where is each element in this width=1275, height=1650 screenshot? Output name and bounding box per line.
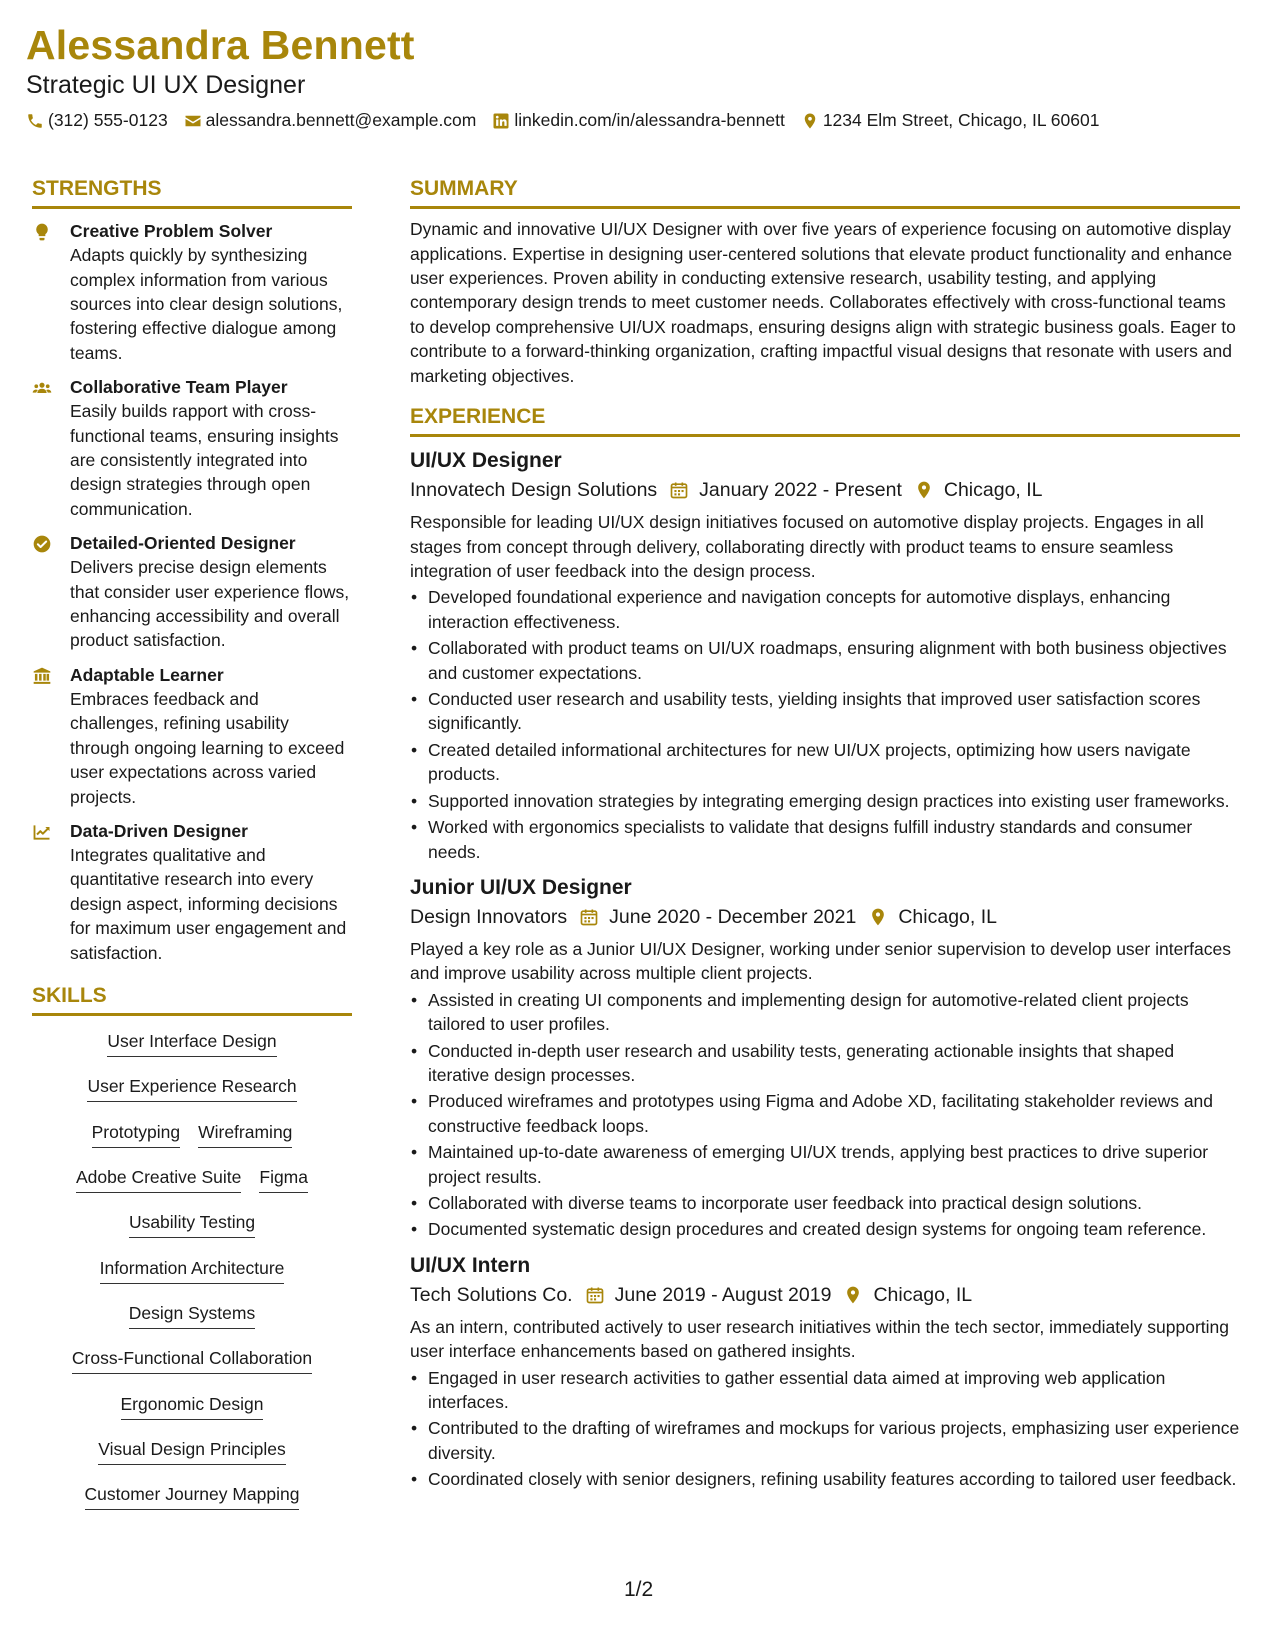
- job-title: Junior UI/UX Designer: [410, 875, 632, 899]
- job-dates: June 2019 - August 2019: [614, 1283, 832, 1306]
- bullet-item: • Engaged in user research activities to gather essential data aimed at improving web application interfaces.: [410, 1366, 1240, 1415]
- skill-tag: Figma: [259, 1166, 308, 1193]
- strengths-section: [32, 176, 352, 965]
- candidate-name: Alessandra Bennett: [26, 22, 415, 68]
- job-entry: [410, 447, 1240, 864]
- job-entry: [410, 874, 1240, 1242]
- strength-title: Collaborative Team Player: [70, 377, 288, 398]
- job-meta: [410, 904, 1240, 930]
- job-bullets: [410, 1366, 1240, 1492]
- strength-item: [32, 663, 352, 809]
- skill-tag: User Interface Design: [107, 1030, 276, 1057]
- bullet-item: • Maintained up-to-date awareness of emerging UI/UX trends, applying best practices to drive superior project results.: [410, 1140, 1240, 1189]
- experience-heading: EXPERIENCE: [410, 404, 1240, 437]
- map-pin-icon: [914, 480, 934, 500]
- bullet-item: • Coordinated closely with senior designers, refining usability features according to tailored user feedback.: [410, 1467, 1240, 1491]
- job-meta: [410, 477, 1240, 503]
- contact-bar: [26, 110, 1256, 131]
- bullet-item: • Conducted in-depth user research and usability tests, generating actionable insights that shaped iterative design processes.: [410, 1039, 1240, 1088]
- bullet-item: • Produced wireframes and prototypes using Figma and Adobe XD, facilitating stakeholder reviews and constructive feedback loops.: [410, 1089, 1240, 1138]
- job-location: Chicago, IL: [898, 905, 997, 928]
- skill-tag: Customer Journey Mapping: [85, 1483, 300, 1510]
- skills-heading: SKILLS: [32, 983, 352, 1016]
- strength-title: Detailed-Oriented Designer: [70, 533, 296, 554]
- job-bullets: [410, 988, 1240, 1242]
- bullet-item: • Worked with ergonomics specialists to validate that designs fulfill industry standards and consumer needs.: [410, 815, 1240, 864]
- bullet-item: • Developed foundational experience and navigation concepts for automotive displays, enhancing interaction effectiveness.: [410, 585, 1240, 634]
- job-location: Chicago, IL: [943, 479, 1043, 502]
- map-pin-icon: [843, 1285, 863, 1305]
- strength-item: [32, 375, 352, 521]
- left-column: [32, 176, 352, 1528]
- skill-tag: Usability Testing: [129, 1211, 255, 1238]
- job-company: Innovatech Design Solutions: [410, 479, 658, 502]
- bullet-item: • Collaborated with diverse teams to incorporate user feedback into practical design solutions.: [410, 1191, 1240, 1215]
- email-text: alessandra.bennett@example.com: [205, 110, 477, 131]
- phone-text: (312) 555-0123: [48, 110, 168, 131]
- skill-tag: Prototyping: [92, 1121, 181, 1148]
- strength-text: Easily builds rapport with cross-functional teams, ensuring insights are consistently integrated into design strategies through open communication.: [70, 401, 339, 519]
- skill-tag: Wireframing: [198, 1121, 292, 1148]
- institution-icon: [32, 666, 52, 686]
- chart-line-icon: [32, 822, 52, 842]
- skill-tag: Information Architecture: [100, 1257, 285, 1284]
- resume-header: [26, 22, 1256, 131]
- map-pin-icon: [868, 907, 888, 927]
- strength-text: Adapts quickly by synthesizing complex information from various sources into clear design solutions, fostering effective dialogue among teams.: [70, 245, 343, 363]
- strength-item: [32, 819, 352, 965]
- skill-tag: Adobe Creative Suite: [76, 1166, 241, 1193]
- calendar-icon: [579, 907, 599, 927]
- linkedin-icon: [492, 112, 510, 130]
- job-dates: June 2020 - December 2021: [609, 905, 857, 928]
- contact-phone: [26, 110, 168, 131]
- address-text: 1234 Elm Street, Chicago, IL 60601: [822, 110, 1100, 131]
- strength-title: Data-Driven Designer: [70, 820, 248, 841]
- strength-text: Integrates qualitative and quantitative research into every design aspect, informing decisions for maximum user engagement and satisfaction.: [70, 844, 347, 963]
- job-company: Tech Solutions Co.: [410, 1283, 573, 1306]
- page-number: 1/2: [624, 1578, 654, 1601]
- linkedin-text: linkedin.com/in/alessandra-bennett: [514, 110, 785, 131]
- users-icon: [32, 378, 52, 398]
- strengths-heading: STRENGTHS: [32, 176, 352, 209]
- envelope-icon: [184, 112, 202, 130]
- contact-email[interactable]: [184, 110, 477, 131]
- job-company: Design Innovators: [410, 905, 568, 928]
- job-description: Responsible for leading UI/UX design initiatives focused on automotive display projects. Engages in all stages from concept through delivery, collaborating directly with product teams to ensure seamless integration of user feedback into the design process.: [410, 512, 1204, 582]
- strength-item: [32, 531, 352, 653]
- check-circle-icon: [32, 534, 52, 554]
- job-description: As an intern, contributed actively to user research initiatives within the tech sector, immediately supporting user interface enhancements based on gathered insights.: [410, 1316, 1230, 1362]
- strength-title: Creative Problem Solver: [70, 221, 273, 242]
- bullet-item: • Conducted user research and usability tests, yielding insights that improved user satisfaction scores significantly.: [410, 687, 1240, 736]
- job-title: UI/UX Intern: [410, 1253, 531, 1277]
- phone-icon: [26, 112, 44, 130]
- right-column: [410, 176, 1240, 1494]
- map-pin-icon: [801, 112, 819, 130]
- job-meta: [410, 1282, 1240, 1308]
- job-description: Played a key role as a Junior UI/UX Designer, working under senior supervision to develop user interfaces and improve usability across multiple client projects.: [410, 938, 1231, 984]
- calendar-icon: [669, 480, 689, 500]
- experience-section: [410, 404, 1240, 1492]
- bullet-item: • Collaborated with product teams on UI/UX roadmaps, ensuring alignment with both business objectives and customer expectations.: [410, 636, 1240, 685]
- candidate-subtitle: Strategic UI UX Designer: [26, 71, 306, 100]
- skill-tag: Ergonomic Design: [121, 1393, 264, 1420]
- bullet-item: • Created detailed informational architectures for new UI/UX projects, optimizing how users navigate products.: [410, 738, 1240, 787]
- skill-tag: Visual Design Principles: [98, 1438, 285, 1465]
- skill-tag: Cross-Functional Collaboration: [72, 1347, 312, 1374]
- summary-heading: SUMMARY: [410, 176, 1240, 209]
- skill-tag: User Experience Research: [87, 1075, 296, 1102]
- skill-tag: Design Systems: [129, 1302, 255, 1329]
- contact-address: [801, 110, 1100, 131]
- bullet-item: • Documented systematic design procedures and created design systems for ongoing team reference.: [410, 1217, 1240, 1241]
- lightbulb-icon: [32, 222, 52, 242]
- job-entry: [410, 1252, 1240, 1492]
- bullet-item: • Contributed to the drafting of wireframes and mockups for various projects, emphasizing user experience diversity.: [410, 1416, 1240, 1465]
- summary-text: Dynamic and innovative UI/UX Designer with over five years of experience focusing on automotive display applications. Expertise in designing user-centered solutions that elevate product functionality and enhance user experiences. Proven ability in conducting extensive research, usability testing, and applying contemporary design trends to meet customer needs. Collaborates effectively with cross-functional teams to develop comprehensive UI/UX roadmaps, ensuring designs align with strategic business goals. Eager to contribute to a forward-thinking organization, crafting impactful visual designs that resonate with users and marketing objectives.: [410, 219, 1236, 386]
- skills-list: [32, 1030, 352, 1528]
- strength-text: Embraces feedback and challenges, refining usability through ongoing learning to exceed user expectations across varied projects.: [70, 688, 345, 807]
- strength-title: Adaptable Learner: [70, 664, 224, 685]
- job-title: UI/UX Designer: [410, 449, 562, 473]
- strength-text: Delivers precise design elements that consider user experience flows, enhancing accessibility and overall product satisfaction.: [70, 557, 350, 651]
- skills-section: [32, 983, 352, 1528]
- summary-section: [410, 176, 1240, 388]
- job-bullets: [410, 585, 1240, 863]
- calendar-icon: [585, 1285, 605, 1305]
- strength-item: [32, 219, 352, 365]
- bullet-item: • Assisted in creating UI components and implementing design for automotive-related client projects tailored to user profiles.: [410, 988, 1240, 1037]
- contact-linkedin[interactable]: [492, 110, 784, 131]
- job-location: Chicago, IL: [873, 1283, 973, 1306]
- job-dates: January 2022 - Present: [699, 479, 902, 502]
- bullet-item: • Supported innovation strategies by integrating emerging design practices into existing user frameworks.: [410, 789, 1240, 813]
